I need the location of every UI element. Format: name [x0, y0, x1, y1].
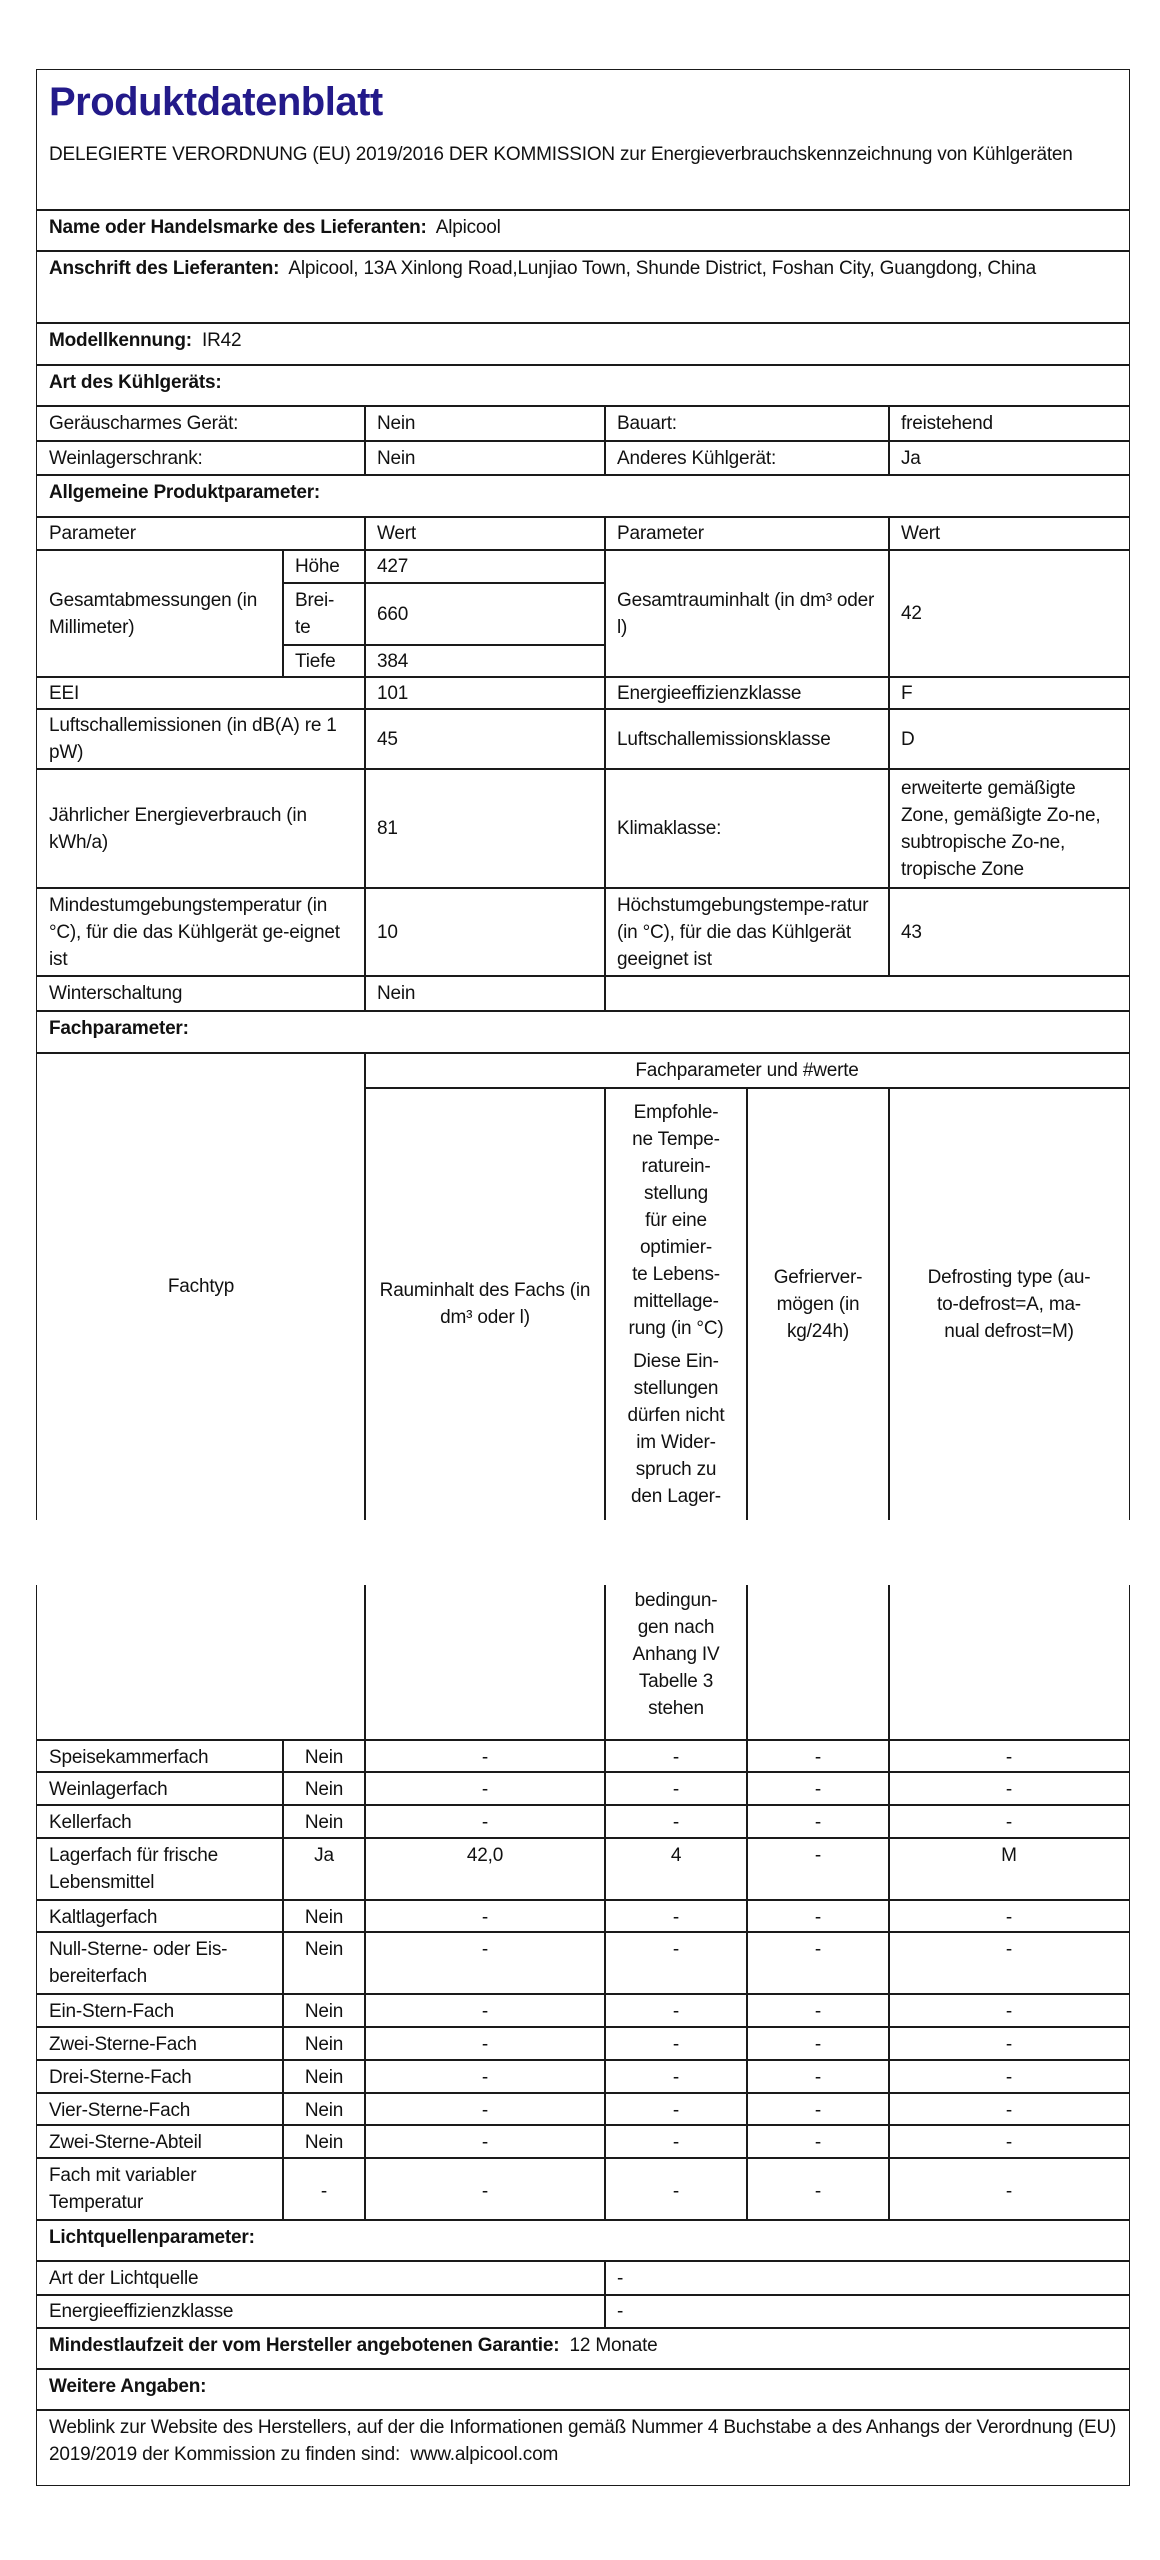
annual-energy-label: Jährlicher Energieverbrauch (in kWh/a)	[36, 768, 366, 889]
compartment-type: Vier-Sterne-Fach	[36, 2092, 284, 2126]
volume-value: 42	[888, 549, 1130, 678]
compartment-defrost-type: -	[888, 2059, 1130, 2094]
warranty-label: Mindestlaufzeit der vom Hersteller angebotenen Garantie:	[49, 2335, 560, 2356]
light-type-label: Art der Lichtquelle	[36, 2260, 606, 2296]
min-temp-label: Mindestumgebungstemperatur (in °C), für die das Kühlgerät ge-eignet ist	[36, 887, 366, 977]
supplier-name-row	[36, 209, 1130, 252]
climate-label: Klimaklasse:	[604, 768, 890, 889]
supplier-address-value: Alpicool, 13A Xinlong Road,Lunjiao Town, Shunde District, Foshan City, Guangdong, China	[288, 258, 1036, 279]
group-header: Fachparameter und #werte	[364, 1052, 1130, 1089]
col-header-freeze-cont	[746, 1585, 890, 1741]
type-value: freistehend	[888, 405, 1130, 442]
page-title: Produktdatenblatt	[49, 80, 383, 124]
compartment-present: Nein	[282, 1899, 366, 1933]
compartment-temperature: -	[604, 1739, 748, 1773]
compartment-volume: -	[364, 1771, 606, 1806]
col-header-volume: Rauminhalt des Fachs (in dm³ oder l)	[364, 1087, 606, 1520]
compartment-present: Nein	[282, 2124, 366, 2159]
dimension-depth-label: Tiefe	[282, 644, 366, 678]
model-value: IR42	[202, 330, 242, 351]
compartment-defrost-type: -	[888, 1899, 1130, 1933]
type-label: Anderes Kühlgerät:	[604, 440, 890, 476]
compartment-present: Nein	[282, 1931, 366, 1995]
compartment-volume: -	[364, 2157, 606, 2221]
compartment-volume: -	[364, 1804, 606, 1839]
dimension-height-value: 427	[364, 549, 606, 584]
compartment-type: Lagerfach für frische Lebensmittel	[36, 1837, 284, 1901]
compartment-type: Zwei-Sterne-Abteil	[36, 2124, 284, 2159]
section-heading-light: Lichtquellenparameter:	[36, 2219, 1130, 2262]
dimension-depth-value: 384	[364, 644, 606, 678]
compartment-temperature: 4	[604, 1837, 748, 1901]
compartment-freeze-capacity: -	[746, 1771, 890, 1806]
compartment-freeze-capacity: -	[746, 2124, 890, 2159]
warranty-row	[36, 2327, 1130, 2370]
model-row	[36, 322, 1130, 366]
section-heading-type: Art des Kühlgeräts:	[36, 364, 1130, 407]
max-temp-label: Höchstumgebungstempe-ratur (in °C), für die das Kühlgerät geeignet ist	[604, 887, 890, 977]
type-label: Bauart:	[604, 405, 890, 442]
supplier-address-row	[36, 250, 1130, 324]
weblink-text: Weblink zur Website des Herstellers, auf der die Informationen gemäß Nummer 4 Buchstabe a des Anhangs der Verordnung (EU) 2019/2019 der Kommission zu finden sind:	[49, 2417, 1117, 2465]
winter-value: Nein	[364, 975, 606, 1012]
compartment-volume: -	[364, 1993, 606, 2028]
climate-value: erweiterte gemäßigte Zone, gemäßigte Zo-ne, subtropische Zo-ne, tropische Zone	[888, 768, 1130, 889]
compartment-volume: -	[364, 2026, 606, 2061]
compartment-freeze-capacity: -	[746, 1837, 890, 1901]
type-label: Weinlagerschrank:	[36, 440, 366, 476]
light-class-value: -	[604, 2294, 1130, 2329]
compartment-present: -	[282, 2157, 366, 2221]
title-block	[36, 69, 1130, 211]
type-value: Nein	[364, 440, 606, 476]
winter-label: Winterschaltung	[36, 975, 366, 1012]
type-value: Nein	[364, 405, 606, 442]
warranty-value: 12 Monate	[569, 2335, 658, 2356]
compartment-volume: -	[364, 2059, 606, 2094]
supplier-name-value: Alpicool	[435, 217, 501, 238]
compartment-defrost-type: -	[888, 2026, 1130, 2061]
fachtyp-header: Fachtyp	[36, 1052, 366, 1520]
compartment-freeze-capacity: -	[746, 2092, 890, 2126]
compartment-present: Nein	[282, 1993, 366, 2028]
compartment-temperature: -	[604, 1771, 748, 1806]
dimension-height-label: Höhe	[282, 549, 366, 584]
col-header-parameter: Parameter	[36, 516, 366, 551]
compartment-temperature: -	[604, 1899, 748, 1933]
compartment-defrost-type: -	[888, 1804, 1130, 1839]
section-heading-compartments: Fachparameter:	[36, 1010, 1130, 1054]
col-header-temperature	[604, 1087, 748, 1520]
compartment-freeze-capacity: -	[746, 2026, 890, 2061]
compartment-type: Kaltlagerfach	[36, 1899, 284, 1933]
max-temp-value: 43	[888, 887, 1130, 977]
compartment-freeze-capacity: -	[746, 2059, 890, 2094]
col-header-defrost: Defrosting type (au- to-defrost=A, ma- nual defrost=M)	[888, 1087, 1130, 1520]
compartment-type: Null-Sterne- oder Eis-bereiterfach	[36, 1931, 284, 1995]
regulation-subtitle: DELEGIERTE VERORDNUNG (EU) 2019/2016 DER KOMMISSION zur Energieverbrauchskennzeichnung von Kühlgeräten	[49, 144, 1073, 165]
compartment-volume: 42,0	[364, 1837, 606, 1901]
compartment-present: Nein	[282, 2092, 366, 2126]
col-header-parameter: Parameter	[604, 516, 890, 551]
compartment-volume: -	[364, 1899, 606, 1933]
supplier-address-label: Anschrift des Lieferanten:	[49, 258, 280, 279]
noise-class-label: Luftschallemissionsklasse	[604, 708, 890, 770]
compartment-freeze-capacity: -	[746, 1993, 890, 2028]
compartment-type: Fach mit variabler Temperatur	[36, 2157, 284, 2221]
supplier-name-label: Name oder Handelsmarke des Lieferanten:	[49, 217, 427, 238]
compartment-temperature: -	[604, 2026, 748, 2061]
compartment-temperature: -	[604, 2092, 748, 2126]
eei-label: EEI	[36, 676, 366, 710]
light-type-value: -	[604, 2260, 1130, 2296]
col-header-value: Wert	[888, 516, 1130, 551]
manufacturer-weblink[interactable]: www.alpicool.com	[410, 2444, 559, 2465]
dimension-width-label: Brei- te	[282, 582, 366, 646]
compartment-freeze-capacity: -	[746, 1739, 890, 1773]
compartment-type: Speisekammerfach	[36, 1739, 284, 1773]
compartment-volume: -	[364, 1739, 606, 1773]
temperature-header-text: Empfohle- ne Tempe- raturein- stellung für eine optimier- te Lebens- mittellage- rung (in °C)	[628, 1101, 724, 1339]
compartment-freeze-capacity: -	[746, 1899, 890, 1933]
compartment-defrost-type: -	[888, 1993, 1130, 2028]
compartment-temperature: -	[604, 1804, 748, 1839]
noise-value: 45	[364, 708, 606, 770]
compartment-defrost-type: -	[888, 2092, 1130, 2126]
compartment-present: Nein	[282, 1739, 366, 1773]
compartment-defrost-type: -	[888, 1771, 1130, 1806]
compartment-type: Weinlagerfach	[36, 1771, 284, 1806]
noise-class-value: D	[888, 708, 1130, 770]
compartment-defrost-type: -	[888, 1739, 1130, 1773]
volume-label: Gesamtrauminhalt (in dm³ oder l)	[604, 549, 890, 678]
col-header-temperature-cont: bedingun- gen nach Anhang IV Tabelle 3 stehen	[604, 1585, 748, 1741]
compartment-temperature: -	[604, 2059, 748, 2094]
compartment-present: Nein	[282, 1804, 366, 1839]
col-header-value: Wert	[364, 516, 606, 551]
compartment-present: Nein	[282, 1771, 366, 1806]
compartment-present: Ja	[282, 1837, 366, 1901]
compartment-volume: -	[364, 1931, 606, 1995]
compartment-defrost-type: -	[888, 1931, 1130, 1995]
empty-cell	[604, 975, 1130, 1012]
col-header-volume-cont	[364, 1585, 606, 1741]
compartment-type: Kellerfach	[36, 1804, 284, 1839]
annual-energy-value: 81	[364, 768, 606, 889]
min-temp-value: 10	[364, 887, 606, 977]
section-heading-general: Allgemeine Produktparameter:	[36, 474, 1130, 518]
noise-label: Luftschallemissionen (in dB(A) re 1 pW)	[36, 708, 366, 770]
compartment-present: Nein	[282, 2059, 366, 2094]
compartment-volume: -	[364, 2092, 606, 2126]
compartment-temperature: -	[604, 1993, 748, 2028]
type-label: Geräuscharmes Gerät:	[36, 405, 366, 442]
compartment-temperature: -	[604, 2124, 748, 2159]
compartment-defrost-type: -	[888, 2124, 1130, 2159]
compartment-defrost-type: -	[888, 2157, 1130, 2221]
compartment-freeze-capacity: -	[746, 2157, 890, 2221]
compartment-temperature: -	[604, 2157, 748, 2221]
compartment-type: Ein-Stern-Fach	[36, 1993, 284, 2028]
col-header-freeze: Gefrierver- mögen (in kg/24h)	[746, 1087, 890, 1520]
col-header-defrost-cont	[888, 1585, 1130, 1741]
dimensions-label: Gesamtabmessungen (in Millimeter)	[36, 549, 284, 678]
energy-class-value: F	[888, 676, 1130, 710]
compartment-type: Drei-Sterne-Fach	[36, 2059, 284, 2094]
energy-class-label: Energieeffizienzklasse	[604, 676, 890, 710]
fachtyp-header-cont	[36, 1585, 366, 1741]
temperature-header-note: Diese Ein- stellungen dürfen nicht im Wider- spruch zu den Lager-	[627, 1350, 725, 1507]
compartment-defrost-type: M	[888, 1837, 1130, 1901]
model-label: Modellkennung:	[49, 330, 192, 351]
compartment-temperature: -	[604, 1931, 748, 1995]
compartment-present: Nein	[282, 2026, 366, 2061]
compartment-freeze-capacity: -	[746, 1804, 890, 1839]
compartment-type: Zwei-Sterne-Fach	[36, 2026, 284, 2061]
dimension-width-value: 660	[364, 582, 606, 646]
compartment-volume: -	[364, 2124, 606, 2159]
weblink-row	[36, 2409, 1130, 2486]
eei-value: 101	[364, 676, 606, 710]
section-heading-more: Weitere Angaben:	[36, 2368, 1130, 2411]
type-value: Ja	[888, 440, 1130, 476]
light-class-label: Energieeffizienzklasse	[36, 2294, 606, 2329]
compartment-freeze-capacity: -	[746, 1931, 890, 1995]
